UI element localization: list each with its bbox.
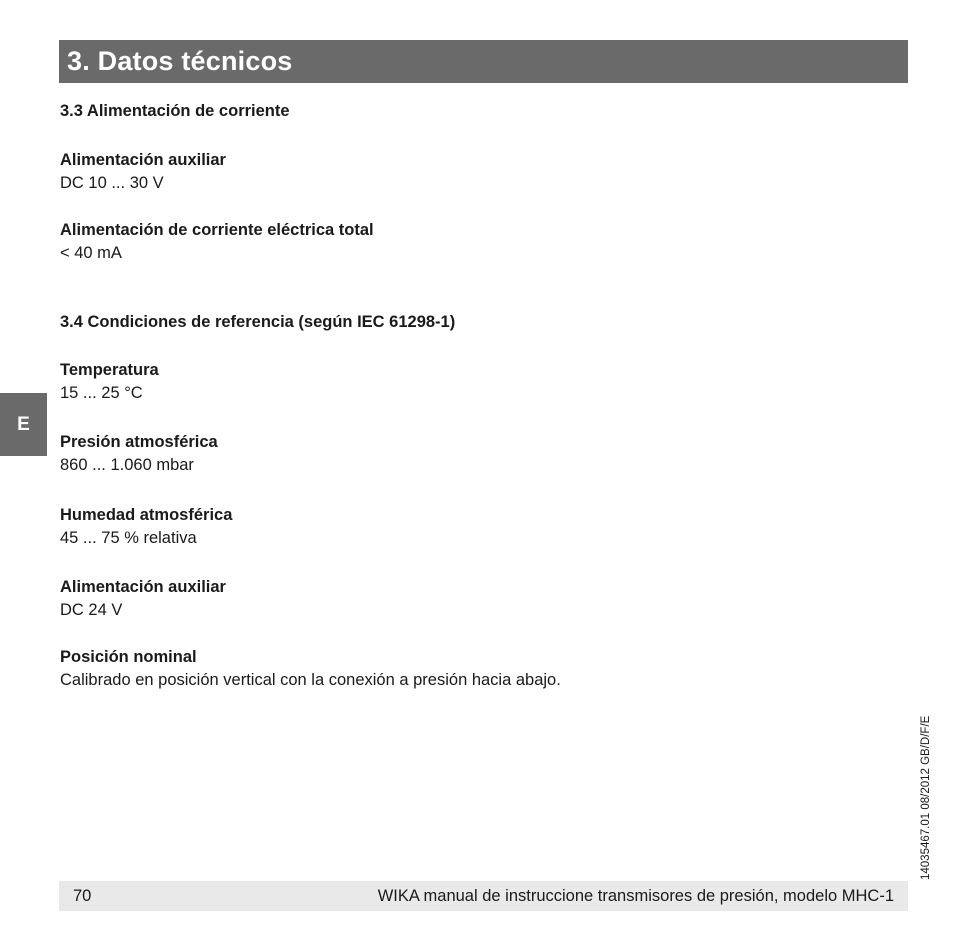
section-header-bar	[59, 40, 908, 83]
spec-value: DC 24 V	[60, 601, 123, 619]
language-tab	[0, 393, 47, 456]
page-number: 70	[73, 886, 92, 905]
spec-item-humidity	[60, 504, 232, 550]
spec-value: < 40 mA	[60, 244, 122, 262]
spec-item-auxiliary-power	[60, 149, 226, 195]
spec-value: 15 ... 25 °C	[60, 384, 143, 402]
spec-label: Alimentación auxiliar	[60, 151, 226, 169]
page-footer	[59, 881, 908, 911]
spec-item-total-current	[60, 219, 374, 265]
spec-label: Temperatura	[60, 361, 159, 379]
language-tab-label: E	[17, 413, 30, 435]
spec-value: DC 10 ... 30 V	[60, 174, 164, 192]
section-title-reference-conditions: 3.4 Condiciones de referencia (según IEC 61298-1)	[60, 313, 456, 331]
spec-item-nominal-position	[60, 646, 561, 692]
spec-item-auxiliary-power-ref	[60, 576, 226, 622]
manual-title: WIKA manual de instruccione transmisores de presión, modelo MHC-1	[377, 886, 894, 905]
spec-label: Posición nominal	[60, 648, 197, 666]
spec-value: 860 ... 1.060 mbar	[60, 456, 194, 474]
spec-item-atmospheric-pressure	[60, 431, 218, 477]
page-title: 3. Datos técnicos	[67, 46, 293, 76]
spec-label: Presión atmosférica	[60, 433, 218, 451]
spec-value: Calibrado en posición vertical con la conexión a presión hacia abajo.	[60, 671, 561, 689]
spec-label: Humedad atmosférica	[60, 506, 233, 524]
spec-value: 45 ... 75 % relativa	[60, 529, 197, 547]
document-code: 14035467.01 08/2012 GB/D/F/E	[920, 715, 932, 880]
spec-label: Alimentación auxiliar	[60, 578, 226, 596]
spec-item-temperature	[60, 359, 159, 405]
spec-label: Alimentación de corriente eléctrica total	[60, 221, 374, 239]
section-title-power-supply: 3.3 Alimentación de corriente	[60, 102, 290, 120]
